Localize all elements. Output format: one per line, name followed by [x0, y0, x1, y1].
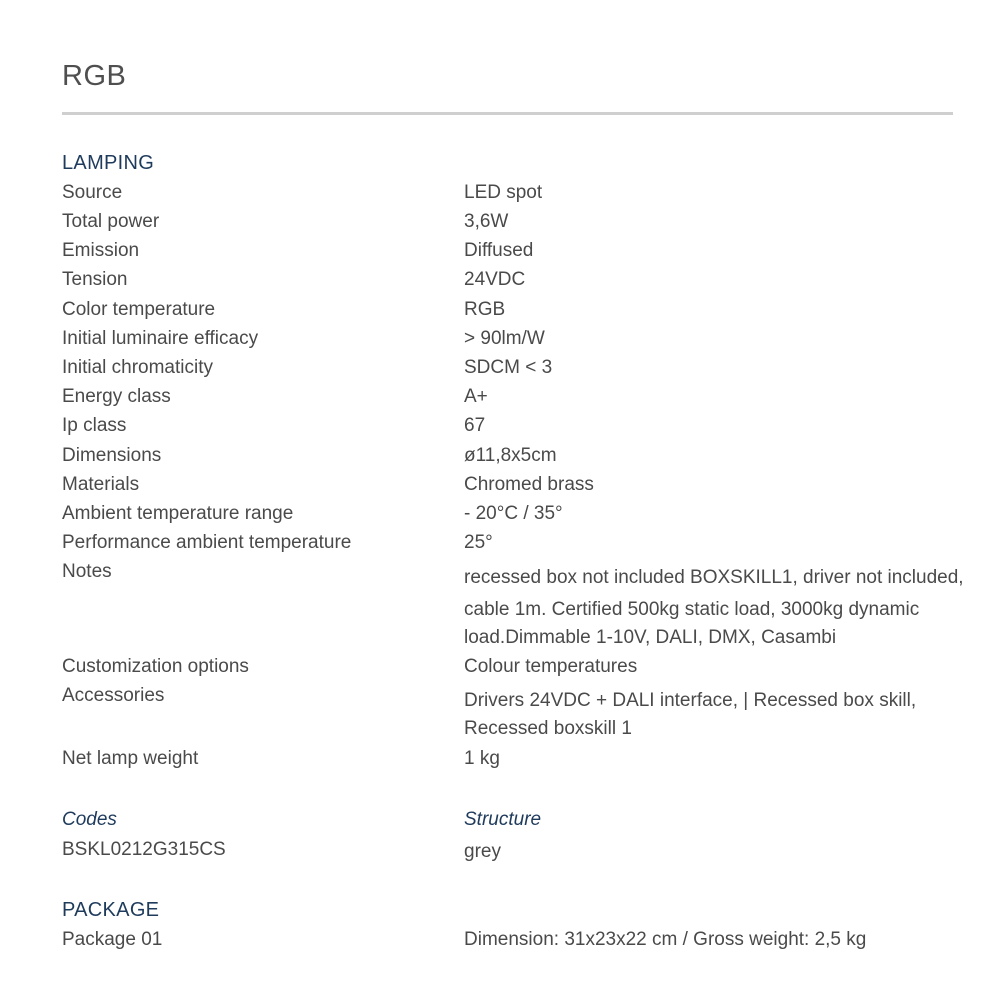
spec-value-ambient-temperature-range: - 20°C / 35° [464, 503, 563, 524]
spec-value-accessories-line-2: Recessed boxskill 1 [464, 718, 632, 739]
spec-value-notes-line-3: load.Dimmable 1-10V, DALI, DMX, Casambi [464, 627, 837, 648]
package-heading: PACKAGE [62, 899, 160, 921]
spec-value-customization: Colour temperatures [464, 656, 638, 677]
structure-heading: Structure [464, 809, 542, 830]
spec-value-materials: Chromed brass [464, 474, 594, 495]
spec-value-ip-class: 67 [464, 415, 486, 436]
spec-label-emission: Emission [62, 240, 140, 261]
spec-label-net-weight: Net lamp weight [62, 748, 199, 769]
codes-heading: Codes [62, 809, 117, 830]
spec-value-tension: 24VDC [464, 269, 526, 290]
spec-label-luminaire-efficacy: Initial luminaire efficacy [62, 328, 259, 349]
spec-label-color-temperature: Color temperature [62, 299, 216, 320]
spec-label-ip-class: Ip class [62, 415, 127, 436]
package-value: Dimension: 31x23x22 cm / Gross weight: 2,5 kg [464, 929, 867, 950]
spec-label-ambient-temperature-range: Ambient temperature range [62, 503, 294, 524]
spec-value-energy-class: A+ [464, 386, 488, 407]
spec-label-tension: Tension [62, 269, 128, 290]
package-label: Package 01 [62, 929, 163, 950]
title-divider [62, 112, 953, 115]
product-code: BSKL0212G315CS [62, 839, 226, 860]
spec-label-customization: Customization options [62, 656, 249, 677]
spec-label-chromaticity: Initial chromaticity [62, 357, 213, 378]
spec-label-energy-class: Energy class [62, 386, 171, 407]
spec-label-dimensions: Dimensions [62, 445, 162, 466]
spec-value-total-power: 3,6W [464, 211, 509, 232]
page-title: RGB [62, 60, 127, 92]
spec-value-luminaire-efficacy: > 90lm/W [464, 328, 545, 349]
spec-value-emission: Diffused [464, 240, 534, 261]
spec-label-source: Source [62, 182, 123, 203]
spec-label-materials: Materials [62, 474, 140, 495]
spec-value-color-temperature: RGB [464, 299, 506, 320]
spec-value-chromaticity: SDCM < 3 [464, 357, 553, 378]
spec-label-total-power: Total power [62, 211, 160, 232]
lamping-heading: LAMPING [62, 152, 155, 174]
spec-value-notes-line-1: recessed box not included BOXSKILL1, driver not included, [464, 567, 964, 588]
structure-value: grey [464, 841, 501, 862]
spec-value-source: LED spot [464, 182, 543, 203]
spec-value-notes-line-2: cable 1m. Certified 500kg static load, 3000kg dynamic [464, 599, 920, 620]
spec-label-accessories: Accessories [62, 685, 165, 706]
spec-value-performance-temperature: 25° [464, 532, 493, 553]
spec-label-performance-temperature: Performance ambient temperature [62, 532, 352, 553]
spec-label-notes: Notes [62, 561, 112, 582]
spec-value-dimensions: ø11,8x5cm [464, 445, 557, 466]
spec-value-accessories-line-1: Drivers 24VDC + DALI interface, | Recessed box skill, [464, 690, 917, 711]
spec-value-net-weight: 1 kg [464, 748, 500, 769]
